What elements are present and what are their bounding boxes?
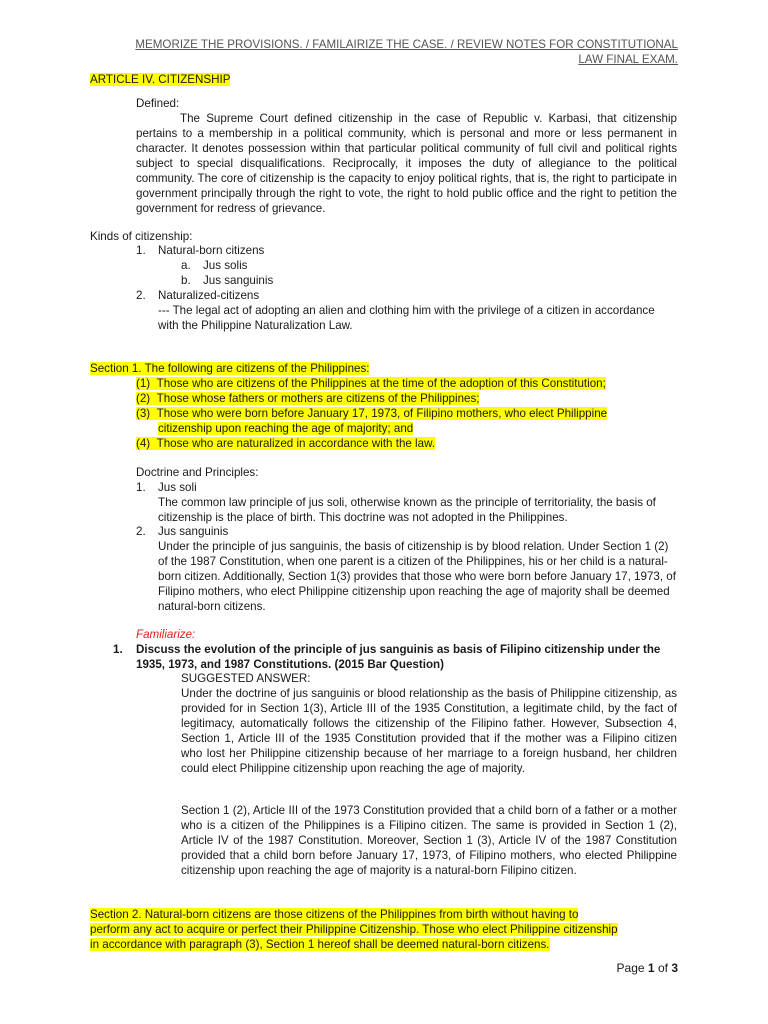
header-line-1: MEMORIZE THE PROVISIONS. / FAMILAIRIZE THE CASE. / REVIEW NOTES FOR CONSTITUTIONAL	[135, 38, 678, 51]
page-number: 1	[647, 961, 655, 975]
of-word: of	[657, 961, 668, 975]
kinds-label: Kinds of citizenship:	[90, 230, 193, 243]
kinds-item-2: Naturalized-citizens	[158, 289, 260, 302]
familiarize-label: Familiarize:	[136, 628, 196, 641]
kinds-item-2-definition: --- The legal act of adopting an alien and clothing him with the privilege of a citizen in accordance with the Philippine Naturalization Law.	[158, 304, 655, 332]
section-1-item: (2) Those whose fathers or mothers are citizens of the Philippines;	[136, 392, 480, 405]
doctrine-2-num: 2.	[136, 525, 146, 538]
doctrine-1-num: 1.	[136, 481, 146, 494]
section-2-line: in accordance with paragraph (3), Section 1 hereof shall be deemed natural-born citizens.	[90, 938, 550, 951]
suggested-answer-label: SUGGESTED ANSWER:	[181, 672, 311, 685]
section-2-line: Section 2. Natural-born citizens are those citizens of the Philippines from birth without having to	[90, 908, 579, 921]
doctrine-1-text: The common law principle of jus soli, otherwise known as the principle of territoriality, the basis of citizenship is the place of birth. This doctrine was not adopted in the Philippines.	[158, 496, 656, 524]
doctrine-1-title: Jus soli	[158, 481, 197, 494]
section-1-item: (1) Those who are citizens of the Philippines at the time of the adoption of this Constitution;	[136, 377, 606, 390]
section-1-heading: Section 1. The following are citizens of the Philippines:	[90, 362, 370, 375]
kinds-item-1-num: 1.	[136, 244, 146, 257]
answer-paragraph-2: Section 1 (2), Article III of the 1973 Constitution provided that a child born of a father or a mother who is a citizen of the Philippines is a Filipino citizen. The same is provided in Section 1 (2), Article IV of the 1987 Constitution. Moreover, Section 1 (3), Article IV of the 1987 Constitution provided that a child born before January 17, 1973, of Filipino mothers, who elected Philippine citizenship upon reaching the age of majority is a natural-born Filipino citizen.	[181, 804, 677, 877]
doctrine-2-title: Jus sanguinis	[158, 525, 229, 538]
kinds-sub-b: Jus sanguinis	[203, 274, 274, 287]
kinds-sub-a-num: a.	[181, 259, 191, 272]
page-header	[90, 37, 678, 67]
answer-paragraph-1: Under the doctrine of jus sanguinis or blood relationship as the basis of Philippine citizenship, as provided for in Section 1(3), Article III of the 1935 Constitution, a legitimate child, by the fact of legitimacy, automatically follows the citizenship of the Filipino father. However, Subsection 4, Section 1, Article III of the 1935 Constitution provided that if the mother was a Filipino citizen who lost her Philippine citizenship because of her marriage to a foreign husband, her children could elect Philippine citizenship upon reaching the age of majority.	[181, 687, 677, 775]
page-footer	[617, 961, 678, 976]
section-1-item: (3) Those who were born before January 17, 1973, of Filipino mothers, who elect Philippine	[136, 407, 608, 420]
header-line-2: LAW FINAL EXAM.	[578, 53, 678, 66]
kinds-item-1: Natural-born citizens	[158, 244, 265, 257]
defined-paragraph: The Supreme Court defined citizenship in the case of Republic v. Karbasi, that citizenship pertains to a membership in a political community, which is personal and more or less permanent in character. It denotes possession within that particular political community of full civil and political rights subject to special disqualifications. Reciprocally, it imposes the duty of allegiance to the political community. The core of citizenship is the capacity to enjoy political rights, that is, the right to participate in government principally through the right to vote, the right to hold public office and the right to petition the government for redress of grievance.	[136, 112, 677, 215]
doctrine-2-text: Under the principle of jus sanguinis, the basis of citizenship is by blood relation. Under Section 1 (2) of the 1987 Constitution, when one parent is a citizen of the Philippines, his or her child is a natural-born citizen. Additionally, Section 1(3) provides that those who were born before January 17, 1973, of Filipino mothers, who elect Philippine citizenship upon reaching the age of majority shall be deemed natural-born citizens.	[158, 540, 676, 613]
article-title: ARTICLE IV. CITIZENSHIP	[90, 73, 231, 86]
kinds-sub-b-num: b.	[181, 274, 191, 287]
kinds-item-2-num: 2.	[136, 289, 146, 302]
section-2-line: perform any act to acquire or perfect their Philippine Citizenship. Those who elect Philippine citizenship	[90, 923, 618, 936]
question-num: 1.	[113, 643, 123, 656]
doctrine-label: Doctrine and Principles:	[136, 466, 259, 479]
defined-label: Defined:	[136, 97, 180, 110]
section-1-item-continuation: citizenship upon reaching the age of majority; and	[158, 422, 414, 435]
page-word: Page	[616, 961, 645, 975]
page-total: 3	[671, 961, 678, 975]
question-text: Discuss the evolution of the principle of jus sanguinis as basis of Filipino citizenship under the 1935, 1973, and 1987 Constitutions. (2015 Bar Question)	[136, 643, 661, 671]
kinds-sub-a: Jus solis	[203, 259, 248, 272]
section-1-item: (4) Those who are naturalized in accordance with the law.	[136, 437, 436, 450]
